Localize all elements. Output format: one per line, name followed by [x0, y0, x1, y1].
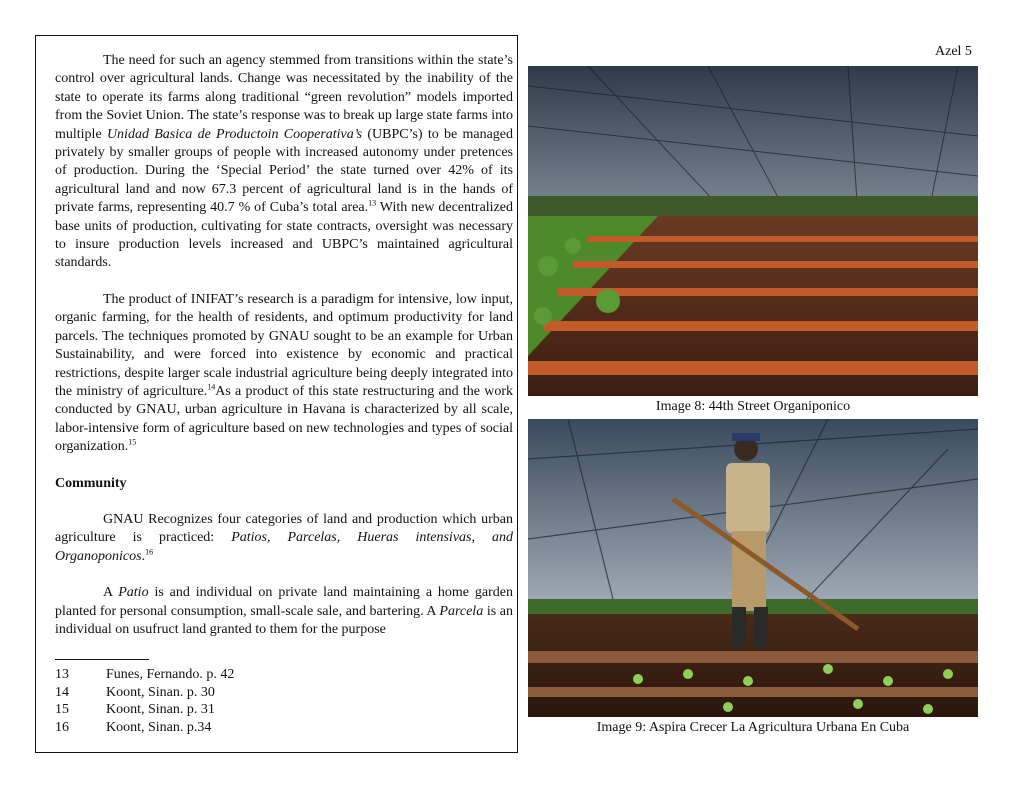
footnote-divider [55, 659, 149, 660]
page-header: Azel 5 [935, 44, 972, 59]
footnote-item: 13 Funes, Fernando. p. 42 [55, 667, 235, 682]
footnote-ref-14: 14 [207, 382, 216, 392]
footnotes-list [55, 666, 234, 736]
paragraph-3: GNAU Recognizes four categories of land and production which urban agriculture is practiced: Patios, Parcelas, Hueras intensivas, and Organoponicos.$^{16}$ [55, 511, 513, 564]
paragraph-1: The need for such an agency stemmed from transitions within the state’s control over agricultural lands. Change was necessitated by the inability of the state to operate its farms along traditional “green revolution” models imported from the Soviet Union. The state’s response was to break up large state farms into multiple Unidad Basica de Productoin Cooperativa’s (UBPC’s) to be managed privately by smaller groups of people with increased autonomy under pretences of production. During the ‘Special Period’ the state turned over 42% of its agricultural land and now 67.3 percent of agricultural land is in the hands of private farms, representing 40.7 % of Cuba’s total area.$^{13}$ With new decentralized base units of production, cultivating for state contracts, oversight was necessary to insure production levels increased and UBPC’s maintained agricultural standards. [55, 53, 513, 271]
body-text-column [55, 52, 513, 639]
farmer-photo [528, 419, 978, 717]
footnote-item: 15 Koont, Sinan. p. 31 [55, 702, 215, 717]
footnote-ref-15: 15 [128, 437, 137, 447]
image-9-caption: Image 9: Aspira Crecer La Agricultura Urbana En Cuba [596, 720, 910, 735]
footnote-ref-13: 13 [368, 198, 377, 208]
paragraph-4: A Patio is and individual on private land maintaining a home garden planted for personal consumption, small-scale sale, and bartering. A Parcela is an individual on usufruct land granted to them for the purpose [55, 585, 513, 637]
image-8-caption: Image 8: 44th Street Organiponico [655, 399, 851, 414]
organiponico-photo [528, 66, 978, 396]
footnote-item: 16 Koont, Sinan. p.34 [55, 719, 212, 735]
footnote-item: 14 Koont, Sinan. p. 30 [55, 684, 215, 700]
section-heading: Community [55, 475, 127, 491]
paragraph-2: The product of INIFAT’s research is a paradigm for intensive, low input, organic farming, for the health of residents, and optimum productivity for land parcels. The techniques promoted by GNAU sought to be an example for Urban Sustainability, and were forced into existence by economic and practical restrictions, despite larger scale industrial agriculture being deeply integrated into the ministry of agriculture.$^{14}$As a product of this state restructuring and the work conducted by GNAU, urban agriculture in Havana is characterized by all scale, labor-intensive form of agriculture based on new technologies and types of social organization.$^{15}$ [55, 291, 513, 455]
footnote-ref-16: 16 [145, 547, 154, 557]
